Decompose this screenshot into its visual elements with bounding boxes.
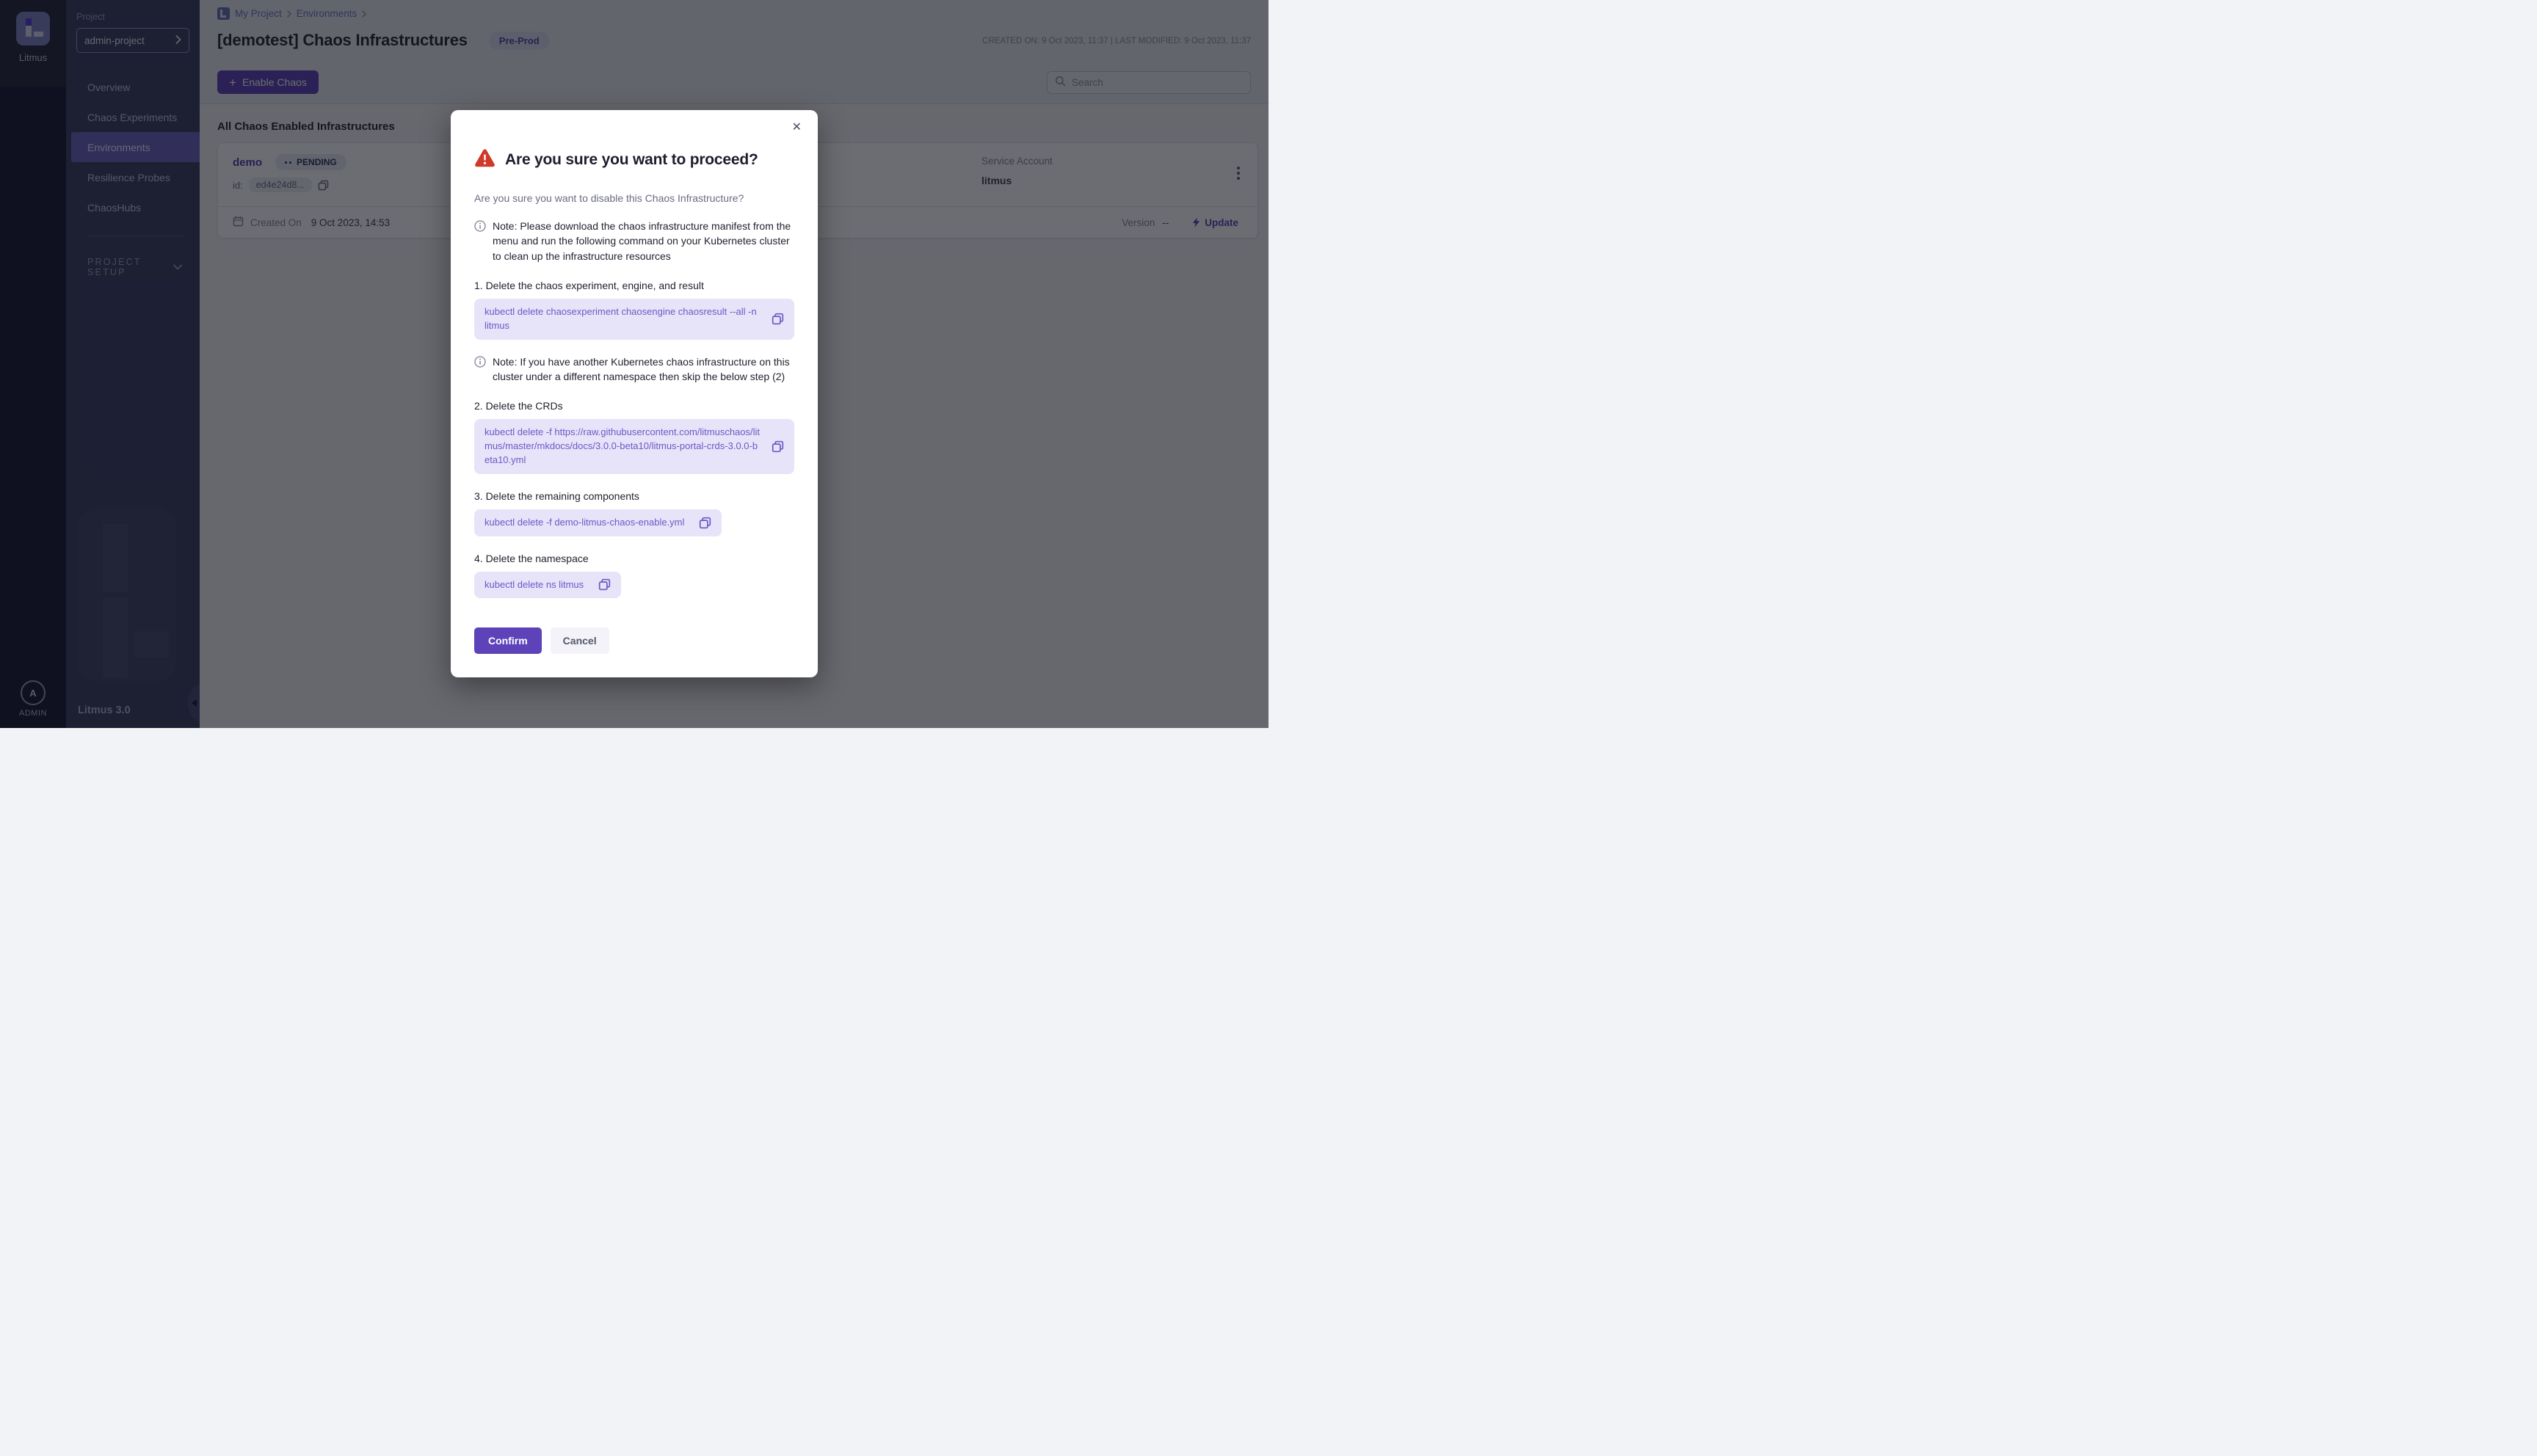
confirm-dialog — [451, 110, 818, 677]
copy-command-1-button[interactable] — [772, 313, 784, 325]
step-4-label: 4. Delete the namespace — [474, 552, 589, 564]
step-1-command-block — [474, 299, 794, 340]
step-4-command-block — [474, 572, 621, 599]
dialog-title: Are you sure you want to proceed? — [505, 151, 758, 168]
step-2-label: 2. Delete the CRDs — [474, 400, 563, 412]
close-icon[interactable]: ✕ — [791, 121, 802, 134]
step-1-label: 1. Delete the chaos experiment, engine, and result — [474, 279, 704, 291]
step-3-label: 3. Delete the remaining components — [474, 489, 639, 502]
note-1: Note: Please download the chaos infrastructure manifest from the menu and run the following command on your Kubernetes cluster to clean up the infrastructure resources — [474, 219, 794, 263]
copy-command-4-button[interactable] — [598, 578, 611, 591]
cancel-button[interactable]: Cancel — [551, 627, 609, 654]
step-2-command: kubectl delete -f https://raw.githubusercontent.com/litmuschaos/litmus/master/mkdocs/docs/3.0.0-beta10/litmus-portal-crds-3.0.0-beta10.yml — [484, 426, 761, 465]
copy-command-2-button[interactable] — [772, 440, 784, 453]
step-3-command: kubectl delete -f demo-litmus-chaos-enable.yml — [484, 516, 685, 528]
copy-command-3-button[interactable] — [699, 517, 711, 529]
step-4-command: kubectl delete ns litmus — [484, 578, 584, 590]
step-1-command: kubectl delete chaosexperiment chaosengine chaosresult --all -n litmus — [484, 305, 757, 331]
step-3-command-block — [474, 509, 722, 536]
note-2: Note: If you have another Kubernetes chaos infrastructure on this cluster under a different namespace then skip the below step (2) — [474, 354, 794, 385]
warning-icon — [474, 148, 496, 172]
info-icon — [474, 356, 486, 385]
confirm-button[interactable]: Confirm — [474, 627, 542, 654]
litmus-app — [0, 0, 1268, 728]
info-icon — [474, 220, 486, 263]
step-2-command-block — [474, 419, 794, 474]
dialog-question: Are you sure you want to disable this Chaos Infrastructure? — [474, 192, 744, 204]
